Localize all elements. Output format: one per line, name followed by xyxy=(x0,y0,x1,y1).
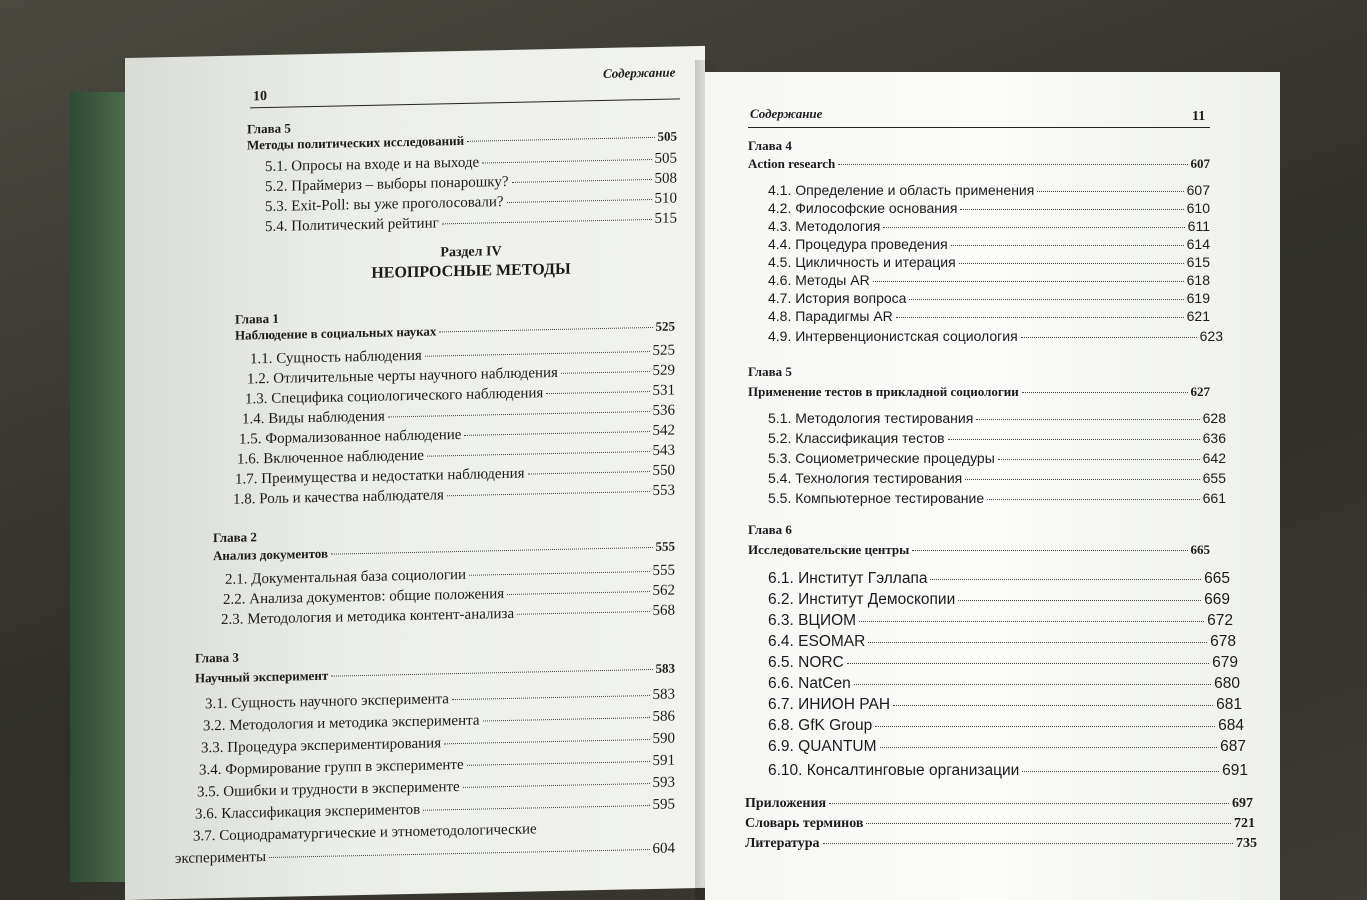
toc-entry[interactable]: 4.8. Парадигмы AR 621 xyxy=(768,308,1210,324)
toc-entry[interactable]: 1.4. Виды наблюдения 536 xyxy=(242,402,675,428)
toc-entry[interactable]: 6.6. NatCen 680 xyxy=(768,675,1240,692)
chapter-label: Глава 3 xyxy=(195,649,239,666)
toc-entry[interactable]: 3.3. Процедура экспериментирования 590 xyxy=(201,730,675,757)
toc-entry[interactable]: 2.2. Анализа документов: общие положения 562 xyxy=(223,582,675,608)
left-page xyxy=(125,46,705,900)
toc-entry[interactable]: 2.3. Методология и методика контент-анализа 568 xyxy=(221,602,675,628)
toc-entry[interactable]: 5.2. Классификация тестов 636 xyxy=(768,430,1226,446)
running-header-left: Содержание xyxy=(603,64,676,81)
right-page xyxy=(705,72,1280,900)
toc-chapter-entry[interactable]: Анализ документов 555 xyxy=(213,538,675,564)
toc-appendix-entry[interactable]: Словарь терминов 721 xyxy=(745,816,1255,831)
toc-entry[interactable]: 5.4. Технология тестирования 655 xyxy=(768,470,1226,486)
toc-entry[interactable]: 4.2. Философские основания 610 xyxy=(768,200,1210,216)
toc-entry[interactable]: 6.7. ИНИОН РАН 681 xyxy=(768,696,1242,713)
toc-entry[interactable]: 3.2. Методология и методика эксперимента 586 xyxy=(203,708,675,735)
toc-entry[interactable]: 4.4. Процедура проведения 614 xyxy=(768,236,1210,252)
section-title: НЕОПРОСНЫЕ МЕТОДЫ xyxy=(371,260,571,282)
toc-entry[interactable]: 6.1. Институт Гэллапа 665 xyxy=(768,570,1230,587)
toc-page: 505 xyxy=(657,128,677,144)
toc-entry[interactable]: 6.2. Институт Демоскопии 669 xyxy=(768,591,1230,608)
toc-entry[interactable]: 4.6. Методы AR 618 xyxy=(768,272,1210,288)
toc-entry[interactable]: 4.3. Методология 611 xyxy=(768,218,1210,234)
toc-entry[interactable]: 1.7. Преимущества и недостатки наблюдения 550 xyxy=(235,462,675,488)
chapter-label: Глава 6 xyxy=(748,522,792,537)
section-label: Раздел IV xyxy=(440,244,502,261)
toc-entry[interactable]: 5.3. Социометрические процедуры 642 xyxy=(768,450,1226,466)
toc-entry[interactable]: 1.6. Включенное наблюдение 543 xyxy=(237,442,675,468)
toc-entry[interactable]: 1.2. Отличительные черты научного наблюдения 529 xyxy=(247,362,675,388)
toc-entry[interactable]: 3.6. Классификация экспериментов 595 xyxy=(195,796,675,823)
toc-appendix-entry[interactable]: Литература 735 xyxy=(745,836,1257,851)
toc-entry[interactable]: 4.9. Интервенционистская социология 623 xyxy=(768,328,1223,344)
toc-entry[interactable]: 6.4. ESOMAR 678 xyxy=(768,633,1236,650)
running-header-right: Содержание xyxy=(750,106,823,121)
toc-entry[interactable]: 1.5. Формализованное наблюдение 542 xyxy=(239,422,675,448)
toc-entry[interactable]: 5.1. Опросы на входе и на выходе 505 xyxy=(265,150,677,176)
header-rule-left xyxy=(250,98,680,108)
toc-chapter-entry[interactable]: Научный эксперимент 583 xyxy=(195,660,675,686)
toc-entry[interactable]: 6.9. QUANTUM 687 xyxy=(768,738,1246,755)
toc-entry[interactable]: 5.1. Методология тестирования 628 xyxy=(768,410,1226,426)
toc-appendix-entry[interactable]: Приложения 697 xyxy=(745,796,1253,811)
header-rule-right xyxy=(748,127,1210,128)
toc-chapter-entry[interactable]: Применение тестов в прикладной социологии 627 xyxy=(748,384,1210,399)
chapter-label: Глава 2 xyxy=(213,529,257,546)
toc-entry[interactable]: 5.5. Компьютерное тестирование 661 xyxy=(768,490,1226,506)
toc-entry[interactable]: 1.1. Сущность наблюдения 525 xyxy=(250,342,675,368)
toc-entry[interactable]: 3.1. Сущность научного эксперимента 583 xyxy=(205,686,675,713)
toc-entry[interactable]: 6.3. ВЦИОМ 672 xyxy=(768,612,1233,629)
chapter-label: Глава 5 xyxy=(247,120,291,137)
toc-entry[interactable]: 5.2. Праймериз – выборы понарошку? 508 xyxy=(265,170,677,196)
toc-entry[interactable]: 1.8. Роль и качества наблюдателя 553 xyxy=(233,482,675,508)
toc-entry[interactable]: 2.1. Документальная база социологии 555 xyxy=(225,562,675,588)
chapter-label: Глава 4 xyxy=(748,138,792,153)
toc-entry[interactable]: 6.8. GfK Group 684 xyxy=(768,717,1244,734)
toc-entry[interactable]: 6.5. NORC 679 xyxy=(768,654,1238,671)
toc-entry[interactable]: 3.5. Ошибки и трудности в эксперименте 593 xyxy=(197,774,675,801)
chapter-label: Глава 5 xyxy=(748,364,792,379)
toc-entry[interactable]: 3.4. Формирование групп в эксперименте 591 xyxy=(199,752,675,779)
chapter-label: Глава 1 xyxy=(235,310,279,327)
toc-entry-multiline-title: 3.7. Социодраматургические и этнометодологические xyxy=(193,821,537,845)
page-number-left: 10 xyxy=(253,89,267,105)
toc-entry[interactable]: 5.4. Политический рейтинг 515 xyxy=(265,210,677,236)
toc-chapter-entry[interactable] xyxy=(247,128,677,153)
toc-chapter-entry[interactable]: Наблюдение в социальных науках 525 xyxy=(235,318,675,343)
toc-entry[interactable]: 1.3. Специфика социологического наблюдения 531 xyxy=(245,382,675,408)
toc-title: Методы политических исследований xyxy=(247,132,465,153)
page-number-right: 11 xyxy=(1192,109,1206,124)
toc-entry[interactable]: 5.3. Exit-Poll: вы уже проголосовали? 510 xyxy=(265,190,677,216)
toc-entry[interactable]: 4.1. Определение и область применения 607 xyxy=(768,182,1210,198)
toc-entry[interactable]: эксперименты 604 xyxy=(175,840,675,867)
toc-entry[interactable]: 4.5. Цикличность и итерация 615 xyxy=(768,254,1210,270)
toc-entry[interactable]: 4.7. История вопроса 619 xyxy=(768,290,1210,306)
toc-chapter-entry[interactable]: Исследовательские центры 665 xyxy=(748,542,1210,557)
toc-chapter-entry[interactable]: Action research 607 xyxy=(748,156,1210,171)
toc-entry[interactable]: 6.10. Консалтинговые организации 691 xyxy=(768,762,1248,779)
